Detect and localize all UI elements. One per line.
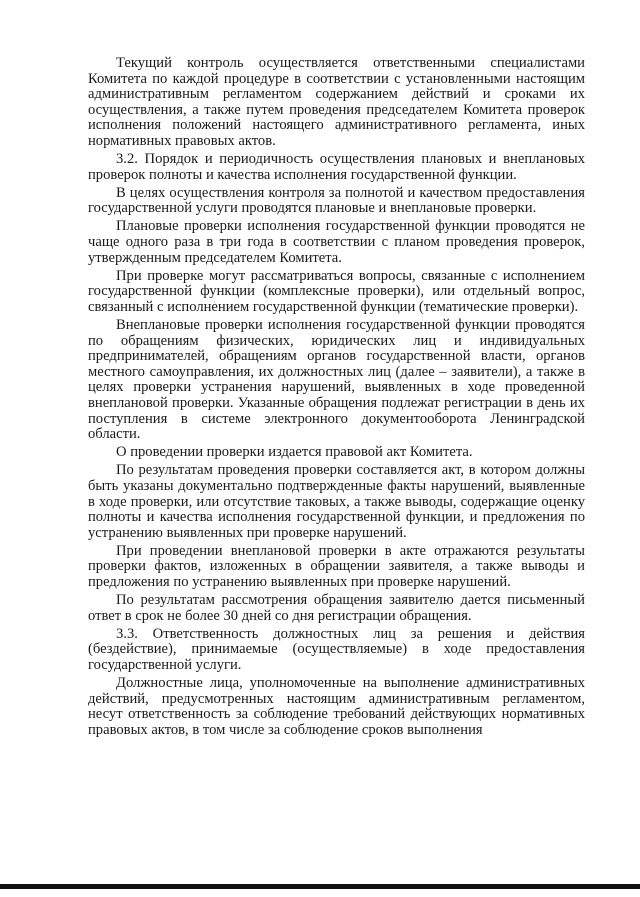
- paragraph-section-3-3-heading: 3.3. Ответственность должностных лиц за решения и действия (бездействие), принимаемые (осуществляемые) в ходе предоставления государственной услуги.: [88, 625, 585, 673]
- paragraph-unplanned-report: При проведении внеплановой проверки в акте отражаются результаты проверки фактов, изложенных в обращении заявителя, а также выводы и предложения по устранению выявленных при проверке нарушений.: [88, 542, 585, 590]
- paragraph-inspection-scope: При проверке могут рассматриваться вопросы, связанные с исполнением государственной функции (комплексные проверки), или отдельный вопрос, связанный с исполнением государственной функции (тематические проверки).: [88, 267, 585, 315]
- paragraph-section-3-2-heading: 3.2. Порядок и периодичность осуществления плановых и внеплановых проверок полноты и качества исполнения государственной функции.: [88, 151, 585, 183]
- paragraph-officials-responsibility: Должностные лица, уполномоченные на выполнение административных действий, предусмотренных настоящим административным регламентом, несут ответственность за соблюдение требований действующих нормативных правовых актов, в том числе за соблюдение сроков выполнения: [88, 675, 585, 738]
- paragraph-unplanned-inspections: Внеплановые проверки исполнения государственной функции проводятся по обращениям физических, юридических лиц и индивидуальных предпринимателей, обращениям органов государственной власти, органов местного самоуправления, их должностных лиц (далее – заявители), а также в целях проверки устранения нарушений, выявленных в ходе проведенной внеплановой проверки. Указанные обращения подлежат регистрации в день их поступления в системе электронного документооборота Ленинградской области.: [88, 317, 585, 443]
- paragraph-current-control: Текущий контроль осуществляется ответственными специалистами Комитета по каждой процедуре в соответствии с установленными настоящим административным регламентом содержанием действий и сроками их осуществления, а также путем проведения председателем Комитета проверок исполнения положений настоящего административного регламента, иных нормативных правовых актов.: [88, 55, 585, 149]
- scan-bottom-edge: [0, 884, 640, 889]
- paragraph-planned-inspections: Плановые проверки исполнения государственной функции проводятся не чаще одного раза в три года в соответствии с планом проведения проверок, утвержденным председателем Комитета.: [88, 218, 585, 266]
- paragraph-legal-act: О проведении проверки издается правовой акт Комитета.: [116, 444, 473, 461]
- document-page: [88, 56, 585, 741]
- paragraph-inspection-report: По результатам проведения проверки составляется акт, в котором должны быть указаны документально подтвержденные факты нарушений, выявленные в ходе проверки, или отсутствие таковых, а также выводы, содержащие оценку полноты и качества исполнения государственной функции, и предложения по устранению выявленных при проверке нарушений.: [88, 462, 585, 541]
- paragraph-written-response: По результатам рассмотрения обращения заявителю дается письменный ответ в срок не более 30 дней со дня регистрации обращения.: [88, 592, 585, 624]
- paragraph-control-purpose: В целях осуществления контроля за полнотой и качеством предоставления государственной услуги проводятся плановые и внеплановые проверки.: [88, 184, 585, 217]
